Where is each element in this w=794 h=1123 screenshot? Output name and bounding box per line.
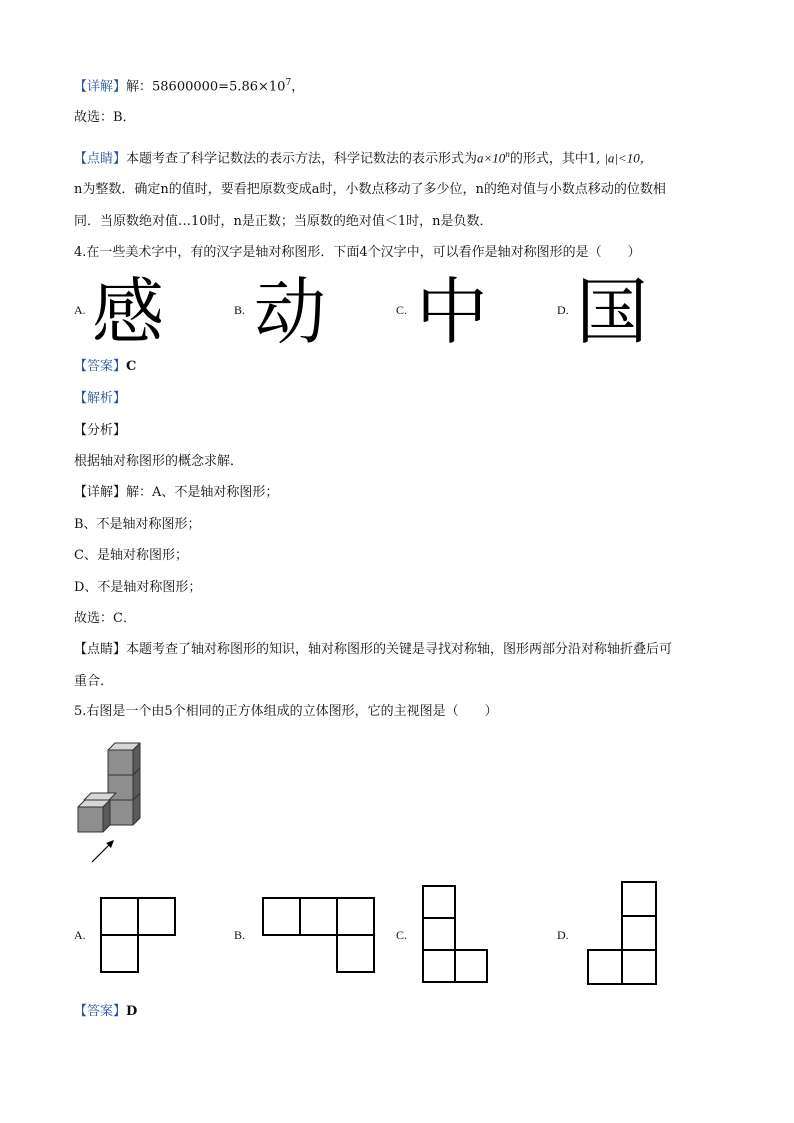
q3-detail-line: [74, 73, 304, 97]
q4-option-b-char: 动: [254, 270, 327, 354]
q5-option-c-figure: [422, 885, 492, 985]
q3-comment-formula-exp: n: [505, 149, 510, 159]
answer-tag: 【答案】: [74, 1004, 127, 1019]
q5-stem: 5.右图是一个由5个相同的正方体组成的立体图形，它的主视图是（ ）: [74, 704, 498, 719]
q3-comment-line2: n为整数．确定n的值时，要看把原数变成a时，小数点移动了多少位，n的绝对值与小数点移动的位数相: [74, 182, 666, 197]
q4-comment-line2: 重合．: [74, 674, 114, 689]
q3-comment-formula: a×10: [477, 150, 506, 166]
q3-comment-line1: 【点睛】本题考查了科学记数法的表示方法，科学记数法的表示形式为$a\times 10^n$的形式，其中1, |a|<10，: [74, 149, 653, 167]
q4-option-d-char: 国: [576, 270, 649, 354]
q4-comment-text: 本题考查了轴对称图形的知识，轴对称图形的关键是寻找对称轴，图形两部分沿对称轴折叠后可: [126, 642, 673, 657]
q4-option-c-label: C.: [396, 303, 408, 317]
q3-detail-text: 解：58600000=5.86×10: [126, 79, 286, 95]
cube-stack-figure: [70, 738, 160, 868]
q4-detail-a: 解：A、不是轴对称图形；: [126, 485, 279, 500]
fenxi-tag: 【分析】: [74, 423, 127, 438]
q5-option-d-figure: [587, 881, 661, 987]
q3-detail-end: ，: [291, 79, 305, 95]
q5-option-c-label: C.: [396, 928, 408, 942]
q4-option-c-char: 中: [416, 270, 489, 354]
q5-option-d-label: D.: [557, 928, 569, 942]
q3-comment-b: 的形式，其中1: [509, 151, 597, 167]
q5-option-a-label: A.: [74, 928, 86, 942]
q3-detail-exponent: 7: [285, 78, 292, 88]
q3-comment-a: 本题考查了科学记数法的表示方法，科学记数法的表示形式为: [126, 151, 478, 167]
analysis-tag: 【解析】: [74, 391, 127, 406]
q4-stem: 4.在一些美术字中，有的汉字是轴对称图形．下面4个汉字中，可以看作是轴对称图形的是（ ）: [74, 245, 641, 260]
q4-choice: 故选：C．: [74, 611, 136, 626]
comment-tag: 【点睛】: [74, 642, 127, 657]
q4-option-b-label: B.: [234, 303, 246, 317]
q3-comment-c: |a|<10，: [604, 150, 653, 166]
q5-option-a-figure: [100, 897, 180, 977]
detail-tag: 【详解】: [74, 485, 127, 500]
q4-option-a-label: A.: [74, 303, 86, 317]
comment-tag: 【点睛】: [74, 151, 127, 167]
q4-detail-b: B、不是轴对称图形；: [74, 517, 201, 532]
q5-option-b-label: B.: [234, 928, 246, 942]
q5-answer-line: [74, 1002, 137, 1022]
q4-answer-line: [74, 357, 136, 377]
q4-fenxi-text: 根据轴对称图形的概念求解．: [74, 454, 244, 469]
q3-choice: 故选：B．: [74, 110, 136, 125]
q4-detail-d: D、不是轴对称图形；: [74, 580, 202, 595]
q4-option-d-label: D.: [557, 303, 569, 317]
q4-detail-line1: [74, 483, 278, 503]
q4-comment-line1: [74, 640, 672, 660]
q3-comment-line3: 同．当原数绝对值…10时，n是正数；当原数的绝对值＜1时，n是负数．: [74, 214, 493, 229]
q5-answer: D: [126, 1004, 138, 1019]
detail-tag: 【详解】: [74, 79, 127, 95]
q4-detail-c: C、是轴对称图形；: [74, 548, 188, 563]
q4-answer: C: [126, 359, 137, 374]
q4-option-a-char: 感: [92, 270, 165, 354]
answer-tag: 【答案】: [74, 359, 127, 374]
q5-option-b-figure: [262, 897, 380, 977]
